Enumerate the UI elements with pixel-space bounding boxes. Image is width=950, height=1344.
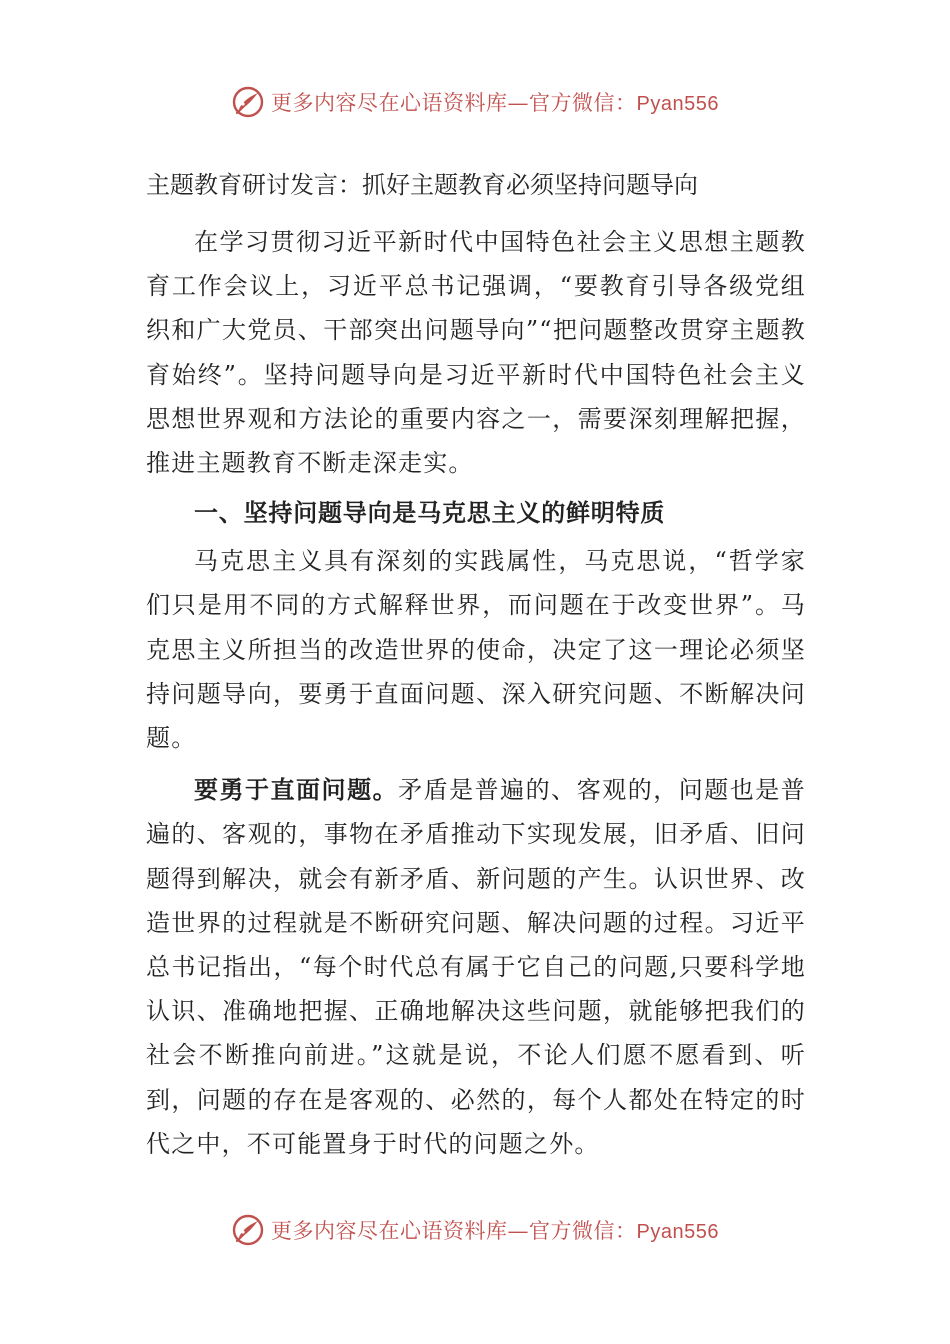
banner-contact: Pyan556 bbox=[636, 93, 719, 115]
banner-text bbox=[271, 87, 719, 117]
paragraph-face-problems-text: 矛盾是普遍的、客观的，问题也是普遍的、客观的，事物在矛盾推动下实现发展，旧矛盾、旧问题得到解决，就会有新矛盾、新问题的产生。认识世界、改造世界的过程就是不断研究问题、解决问题的过程。习近平总书记指出，“每个时代总有属于它自己的问题,只要科学地认识、准确地把握、正确地解决这些问题，就能够把我们的社会不断推向前进。”这就是说，不论人们愿不愿看到、听到，问题的存在是客观的、必然的，每个人都处在特定的时代之中，不可能置身于时代的问题之外。 bbox=[146, 776, 806, 1158]
banner-label: 更多内容尽在心语资料库—官方微信： bbox=[271, 1219, 637, 1243]
document-body bbox=[146, 163, 806, 1166]
paragraph-lead-bold: 要勇于直面问题。 bbox=[194, 775, 399, 805]
paragraph-face-problems bbox=[146, 768, 806, 1166]
pen-logo-icon bbox=[231, 1213, 265, 1247]
banner-label: 更多内容尽在心语资料库—官方微信： bbox=[271, 91, 637, 115]
footer-banner bbox=[0, 1210, 950, 1250]
banner-text bbox=[271, 1215, 719, 1245]
section-heading-1: 一、坚持问题导向是马克思主义的鲜明特质 bbox=[194, 498, 666, 528]
header-banner bbox=[0, 82, 950, 122]
document-title: 主题教育研讨发言：抓好主题教育必须坚持问题导向 bbox=[146, 171, 698, 199]
banner-contact: Pyan556 bbox=[636, 1221, 719, 1243]
pen-logo-icon bbox=[231, 85, 265, 119]
paragraph-marxism: 马克思主义具有深刻的实践属性，马克思说，“哲学家们只是用不同的方式解释世界，而问题在于改变世界”。马克思主义所担当的改造世界的使命，决定了这一理论必须坚持问题导向，要勇于直面问题、深入研究问题、不断解决问题。 bbox=[146, 547, 806, 753]
paragraph-intro: 在学习贯彻习近平新时代中国特色社会主义思想主题教育工作会议上，习近平总书记强调，“要教育引导各级党组织和广大党员、干部突出问题导向”“把问题整改贯穿主题教育始终”。坚持问题导向是习近平新时代中国特色社会主义思想世界观和方法论的重要内容之一，需要深刻理解把握，推进主题教育不断走深走实。 bbox=[146, 228, 806, 478]
